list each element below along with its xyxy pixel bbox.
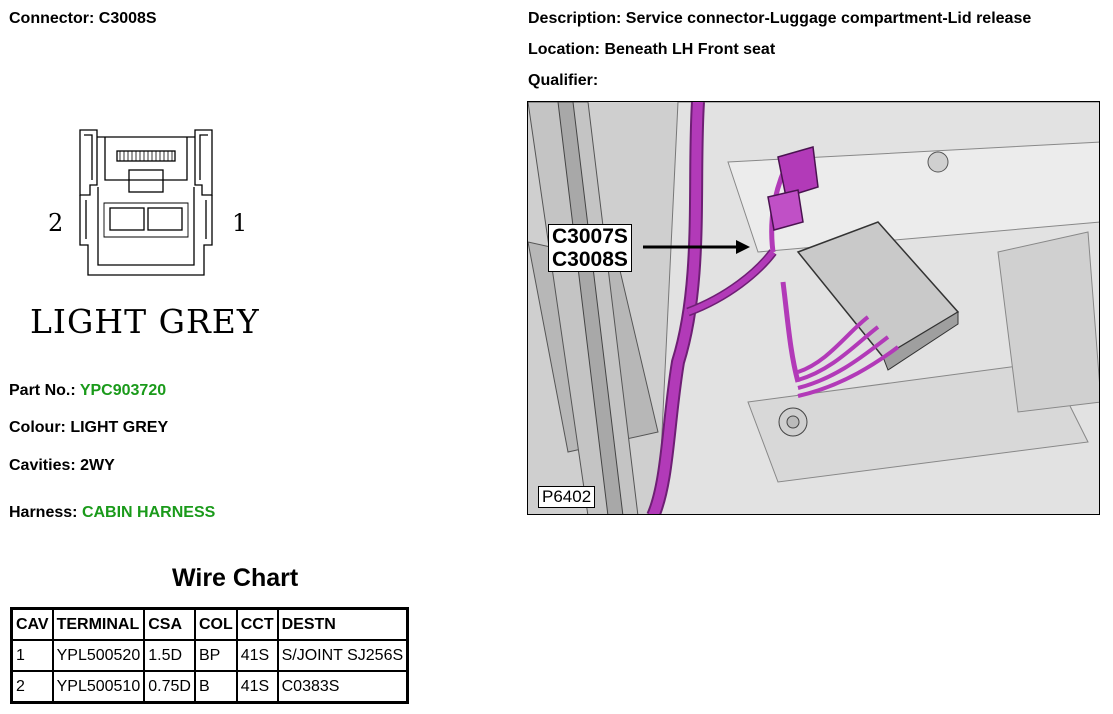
cell-cct: 41S: [237, 640, 278, 671]
photo-reference-id: P6402: [538, 486, 595, 508]
cavity-1: [148, 208, 182, 230]
location-label: Location:: [528, 41, 600, 58]
cell-cav: 1: [12, 640, 53, 671]
connector-field: [9, 10, 157, 28]
cell-cav: 2: [12, 671, 53, 702]
cell-col: B: [195, 671, 237, 702]
drawing-caption: LIGHT GREY: [30, 302, 260, 341]
colour-label: Colour:: [9, 419, 66, 436]
connector-face-drawing: [20, 125, 290, 355]
col-header-cav: CAV: [12, 609, 53, 640]
col-header-csa: CSA: [144, 609, 195, 640]
harness-link[interactable]: CABIN HARNESS: [81, 504, 216, 521]
cell-csa: 0.75D: [144, 671, 195, 702]
connector-value: C3008S: [98, 10, 157, 27]
description-value: Service connector-Luggage compartment-Lid release: [625, 10, 1032, 27]
cell-col: BP: [195, 640, 237, 671]
description-field: [528, 10, 1031, 28]
col-header-cct: CCT: [237, 609, 278, 640]
table-row: [12, 671, 407, 702]
col-header-col: COL: [195, 609, 237, 640]
right-latch: [195, 130, 212, 195]
location-field: [528, 41, 775, 59]
location-illustration: [528, 102, 1100, 515]
location-photo: [527, 101, 1100, 515]
part-no-field: [9, 382, 166, 400]
table-row: [12, 640, 407, 671]
description-label: Description:: [528, 10, 622, 27]
part-no-label: Part No.:: [9, 382, 76, 399]
left-latch: [80, 130, 97, 195]
cavity-2: [110, 208, 144, 230]
wire-chart-header-row: [12, 609, 407, 640]
connector-label: Connector:: [9, 10, 95, 27]
harness-field: [9, 504, 215, 522]
colour-field: [9, 419, 168, 437]
cell-csa: 1.5D: [144, 640, 195, 671]
pin-2-number: 2: [48, 209, 64, 237]
part-no-link[interactable]: YPC903720: [79, 382, 167, 399]
cell-cct: 41S: [237, 671, 278, 702]
callout-c3008s: C3008S: [552, 248, 628, 271]
callout-box: [548, 224, 632, 272]
qualifier-label: Qualifier:: [528, 72, 599, 89]
colour-value: LIGHT GREY: [70, 419, 169, 436]
cavities-label: Cavities:: [9, 457, 76, 474]
cell-terminal: YPL500520: [53, 640, 145, 671]
cavities-value: 2WY: [80, 457, 115, 474]
wire-chart-table: [10, 607, 409, 704]
col-header-terminal: TERMINAL: [53, 609, 145, 640]
pin-1-number: 1: [232, 209, 248, 237]
location-value: Beneath LH Front seat: [604, 41, 776, 58]
callout-c3007s: C3007S: [552, 225, 628, 248]
cell-terminal: YPL500510: [53, 671, 145, 702]
harness-label: Harness:: [9, 504, 78, 521]
cell-destn: C0383S: [278, 671, 408, 702]
cavities-field: [9, 457, 115, 475]
qualifier-field: [528, 72, 598, 90]
cell-destn: S/JOINT SJ256S: [278, 640, 408, 671]
wire-chart-title: Wire Chart: [172, 564, 299, 592]
col-header-destn: DESTN: [278, 609, 408, 640]
